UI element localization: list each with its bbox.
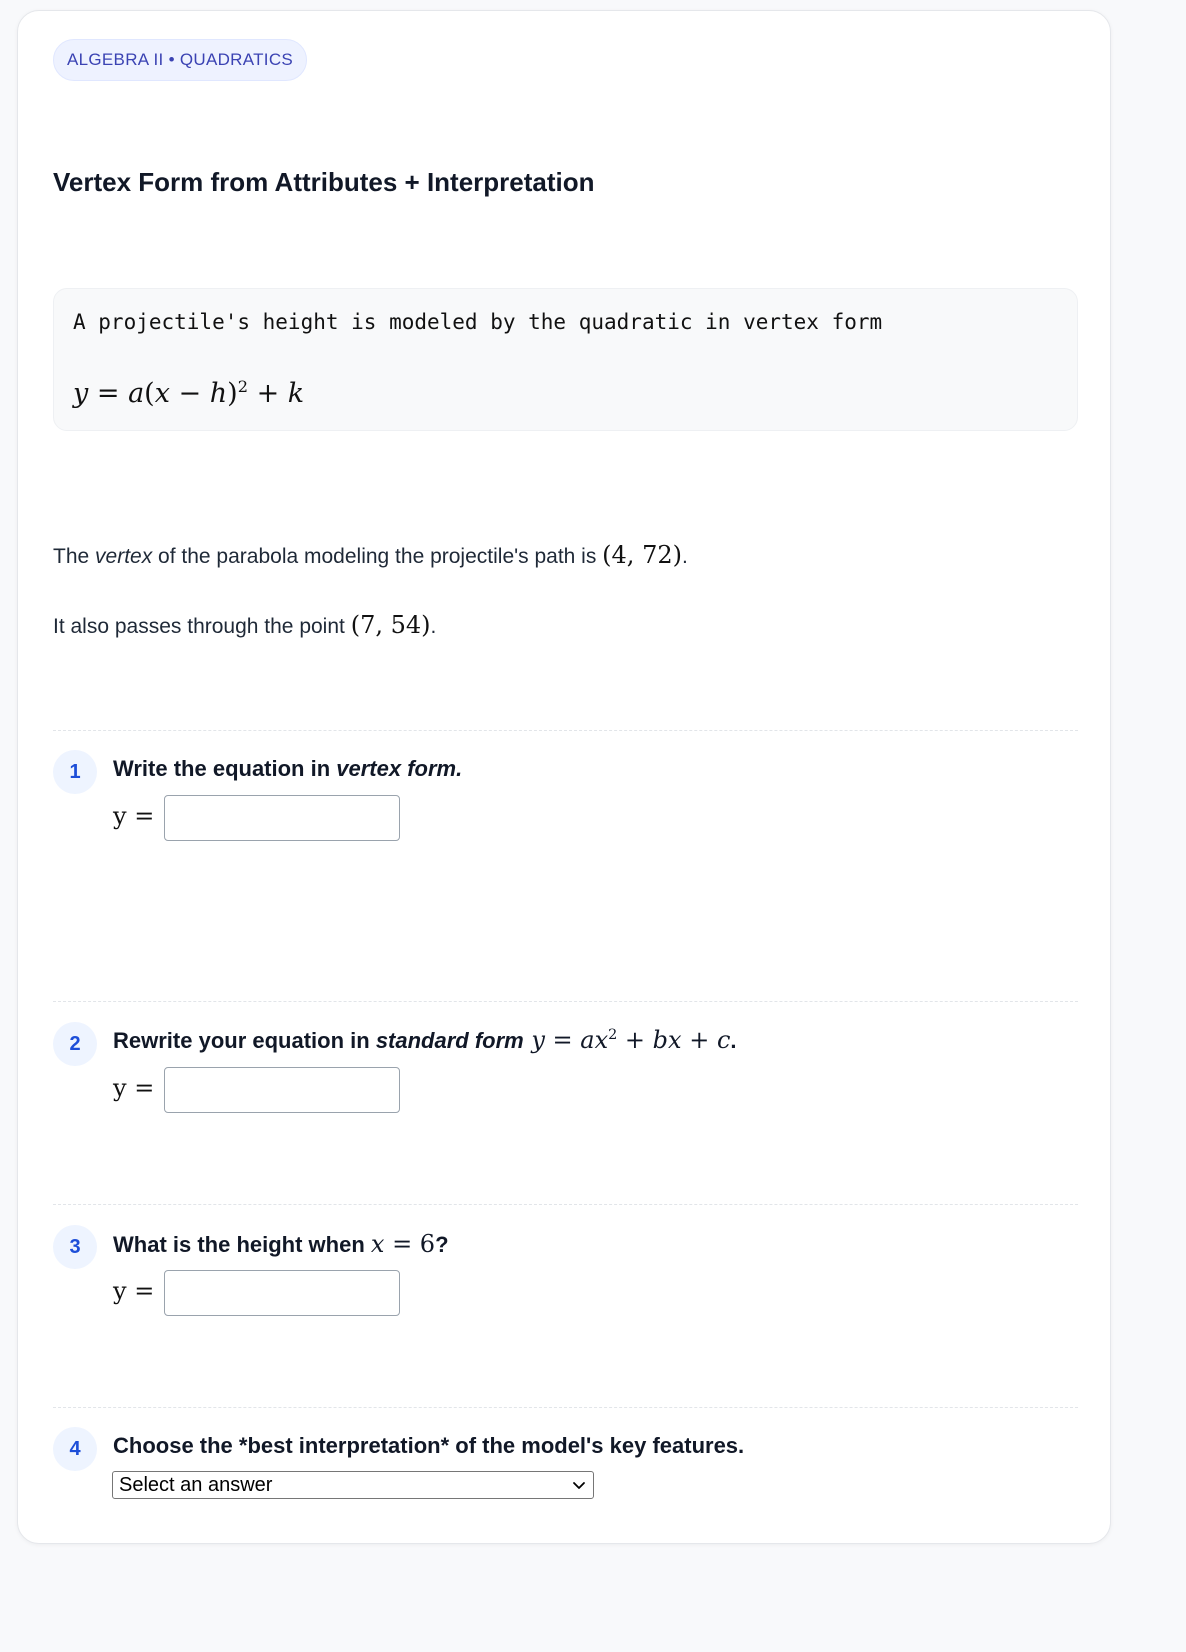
- answer-3-label: y =: [113, 1277, 155, 1305]
- answer-3-input[interactable]: [164, 1270, 400, 1316]
- vertex-info: The vertex of the parabola modeling the projectile's path is (4, 72).: [53, 541, 688, 569]
- answer-1-input[interactable]: [164, 795, 400, 841]
- problem-statement: [53, 288, 1078, 431]
- question-number-2: 2: [53, 1022, 97, 1066]
- answer-2-input[interactable]: [164, 1067, 400, 1113]
- point-info: It also passes through the point (7, 54).: [53, 611, 437, 639]
- question-2-text: Rewrite your equation in standard form $y = ax^2$ + bx + c.: [113, 1026, 737, 1054]
- answer-1-label: y =: [113, 802, 155, 830]
- vertex-value: (4, 72): [602, 541, 682, 569]
- divider: [53, 1204, 1078, 1205]
- chevron-down-icon: [571, 1477, 587, 1493]
- page-title: Vertex Form from Attributes + Interpretation: [53, 167, 595, 197]
- question-number-4: 4: [53, 1427, 97, 1471]
- topic-badge: ALGEBRA II • QUADRATICS: [53, 39, 307, 81]
- divider: [53, 1407, 1078, 1408]
- question-number-3: 3: [53, 1225, 97, 1269]
- question-3-text: What is the height when x = 6?: [113, 1230, 449, 1258]
- statement-text: A projectile's height is modeled by the quadratic in vertex form: [73, 310, 883, 334]
- question-4-text: Choose the *best interpretation* of the model's key features.: [113, 1433, 745, 1458]
- problem-card: [17, 10, 1111, 1544]
- question-1-text: Write the equation in vertex form.: [113, 756, 463, 781]
- divider: [53, 730, 1078, 731]
- question-number-1: 1: [53, 750, 97, 794]
- vertex-form-formula: $y = a(x - h)^2 + k$: [73, 377, 305, 409]
- answer-2-label: y =: [113, 1074, 155, 1102]
- select-value: Select an answer: [119, 1473, 273, 1496]
- divider: [53, 1001, 1078, 1002]
- point-value: (7, 54): [350, 611, 431, 639]
- interpretation-select[interactable]: [112, 1471, 594, 1499]
